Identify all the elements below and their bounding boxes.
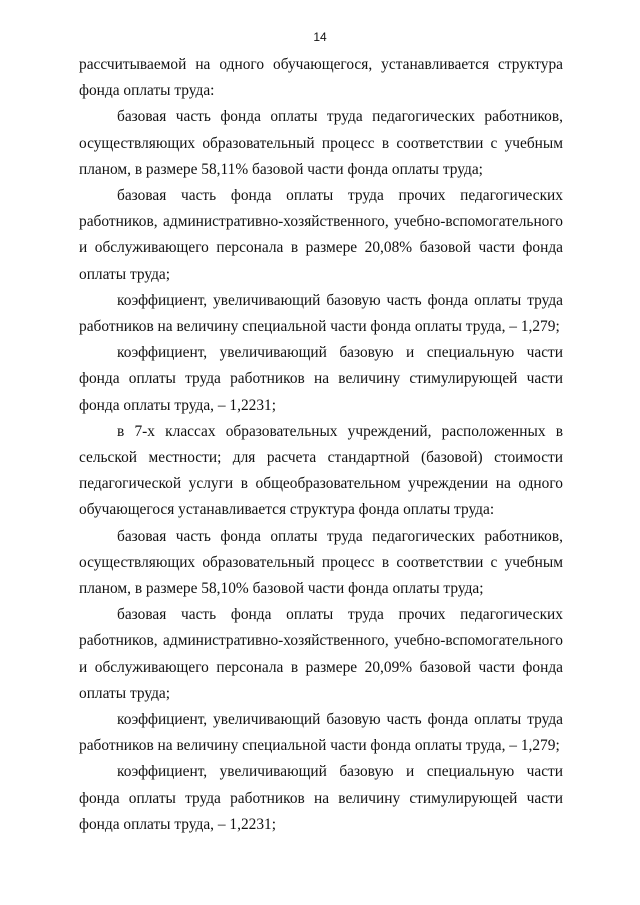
paragraph-1: рассчитываемой на одного обучающегося, устанавливается структура фонда оплаты труда:: [79, 56, 563, 100]
paragraph-7: базовая часть фонда оплаты труда педагогических работников, осуществляющих образовательный процесс в соответствии с учебным планом, в размере 58,10% базовой части фонда оплаты труда;: [79, 527, 563, 598]
page-number: 14: [313, 30, 327, 44]
paragraph-2: базовая часть фонда оплаты труда педагогических работников, осуществляющих образовательный процесс в соответствии с учебным планом, в размере 58,11% базовой части фонда оплаты труда;: [79, 108, 563, 178]
paragraph-3: базовая часть фонда оплаты труда прочих педагогических работников, административно-хозяйственного, учебно-вспомогательного и обслуживающего персонала в размере 20,08% базовой части фонда оплаты труда;: [79, 187, 563, 283]
paragraph-5: коэффициент, увеличивающий базовую и специальную части фонда оплаты труда работников на величину стимулирующей части фонда оплаты труда, – 1,2231;: [79, 344, 563, 414]
paragraph-6: в 7-х классах образовательных учреждений, расположенных в сельской местности; для расчета стандартной (базовой) стоимости педагогической услуги в общеобразовательном учреждении на одного обучающегося устанавливается структура фонда оплаты труда:: [79, 422, 563, 519]
paragraph-4: коэффициент, увеличивающий базовую часть фонда оплаты труда работников на величину специальной части фонда оплаты труда, – 1,279;: [79, 291, 563, 336]
paragraph-8: базовая часть фонда оплаты труда прочих педагогических работников, административно-хозяйственного, учебно-вспомогательного и обслуживающего персонала в размере 20,09% базовой части фонда оплаты труда;: [79, 606, 563, 702]
paragraph-10: коэффициент, увеличивающий базовую и специальную части фонда оплаты труда работников на величину стимулирующей части фонда оплаты труда, – 1,2231;: [79, 763, 563, 833]
paragraph-9: коэффициент, увеличивающий базовую часть фонда оплаты труда работников на величину специальной части фонда оплаты труда, – 1,279;: [79, 711, 563, 755]
document-body: [79, 52, 563, 838]
